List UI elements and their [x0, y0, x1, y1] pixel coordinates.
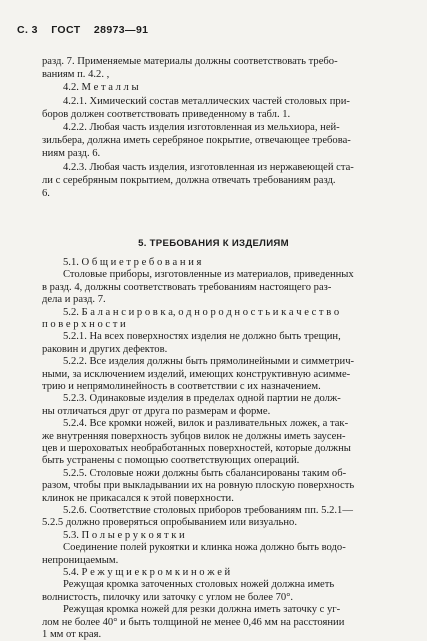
text-line: боров должен соответствовать приведенному в табл. 1. — [42, 108, 291, 120]
text-line: ваниям п. 4.2. , — [42, 69, 110, 81]
gost-label: ГОСТ — [51, 24, 81, 36]
text-line: Режущая кромка ножей для резки должна иметь заточку с уг- — [63, 604, 341, 616]
text-line: ными, за исключением изделий, имеющих конструктивную асимме- — [42, 368, 351, 380]
text-line: разд. 7. Применяемые материалы должны соответствовать требо- — [42, 56, 338, 67]
text-line: цев и шероховатых необработанных поверхностей, которые должны — [42, 443, 351, 454]
section-5-title: 5. ТРЕБОВАНИЯ К ИЗДЕЛИЯМ — [138, 238, 289, 249]
text-line: волнистость, пилочку или заточку с углом не более 70°. — [42, 591, 294, 603]
text-line: 4.2.2. Любая часть изделия изготовленная из мельхиора, ней- — [63, 122, 340, 133]
text-line: 5.2.1. На всех поверхностях изделия не должно быть трещин, — [63, 331, 341, 343]
text-line: 4.2.3. Любая часть изделия, изготовленная из нержавеющей ста- — [63, 161, 354, 173]
text-line: 1 мм от края. — [42, 629, 102, 640]
text-line: 5.4. Р е ж у щ и е к р о м к и н о ж е й — [63, 567, 231, 578]
text-line: ниям разд. 6. — [42, 148, 101, 160]
text-line: 5.2.4. Все кромки ножей, вилок и разливательных ложек, а так- — [63, 418, 349, 430]
text-line: 5.2. Б а л а н с и р о в к а, о д н о р о д н о с т ь и к а ч е с т в о — [63, 306, 340, 318]
text-line: 5.2.6. Соответствие столовых приборов требованиям пп. 5.2.1— — [63, 505, 353, 516]
text-line: 4.2. М е т а л л ы — [63, 82, 139, 94]
text-line: п о в е р х н о с т и — [42, 319, 126, 330]
text-line: быть устранены с помощью соответствующих операций. — [42, 455, 300, 467]
text-line: 6. — [42, 188, 50, 199]
page-header — [17, 24, 158, 36]
text-line: 5.2.5 должно проверяться опробыванием или визуально. — [42, 517, 297, 529]
text-line: Режущая кромка заточенных столовых ножей должна иметь — [63, 579, 335, 591]
text-line: непроницаемым. — [42, 554, 119, 566]
text-line: 5.2.5. Столовые ножи должны быть сбалансированы таким об- — [63, 467, 347, 479]
text-line: ли с серебряным покрытием, должна отвечать требованиям разд. — [42, 174, 336, 186]
text-line: лом не более 40° и быть толщиной не менее 0,46 мм на расстоянии — [42, 616, 345, 628]
text-line: Столовые приборы, изготовленные из материалов, приведенных — [63, 269, 354, 281]
text-line: разом, чтобы при выкладывании их на ровную плоскую поверхность — [42, 480, 355, 492]
text-line: клинок не прикасался к этой поверхности. — [42, 492, 234, 504]
text-line: 5.1. О б щ и е т р е б о в а н и я — [63, 257, 202, 268]
page-number: С. 3 — [17, 24, 38, 36]
text-line: 5.2.2. Все изделия должны быть прямолинейными и симметрич- — [63, 356, 355, 368]
text-line: раковин и других дефектов. — [42, 343, 168, 355]
text-line: трию и непрямолинейность в соответствии с их назначением. — [42, 381, 321, 392]
text-line: зильбера, должна иметь серебряное покрытие, отвечающее требова- — [42, 135, 351, 147]
text-line: же внутренняя поверхность зубцов вилок не должны иметь заусен- — [42, 430, 346, 442]
text-line: в разд. 4, должны соответствовать требованиям настоящего раз- — [42, 281, 332, 293]
text-line: 5.2.3. Одинаковые изделия в пределах одной партии не долж- — [63, 393, 341, 405]
text-line: дела и разд. 7. — [42, 294, 106, 306]
text-line: ны отличаться друг от друга по размерам и форме. — [42, 405, 271, 417]
text-line: 5.3. П о л ы е р у к о я т к и — [63, 529, 185, 541]
text-line: 4.2.1. Химический состав металлических частей столовых при- — [63, 95, 350, 107]
text-line: Соединение полей рукоятки и клинка ножа должно быть водо- — [63, 542, 346, 554]
standard-number: 28973—91 — [93, 24, 149, 36]
